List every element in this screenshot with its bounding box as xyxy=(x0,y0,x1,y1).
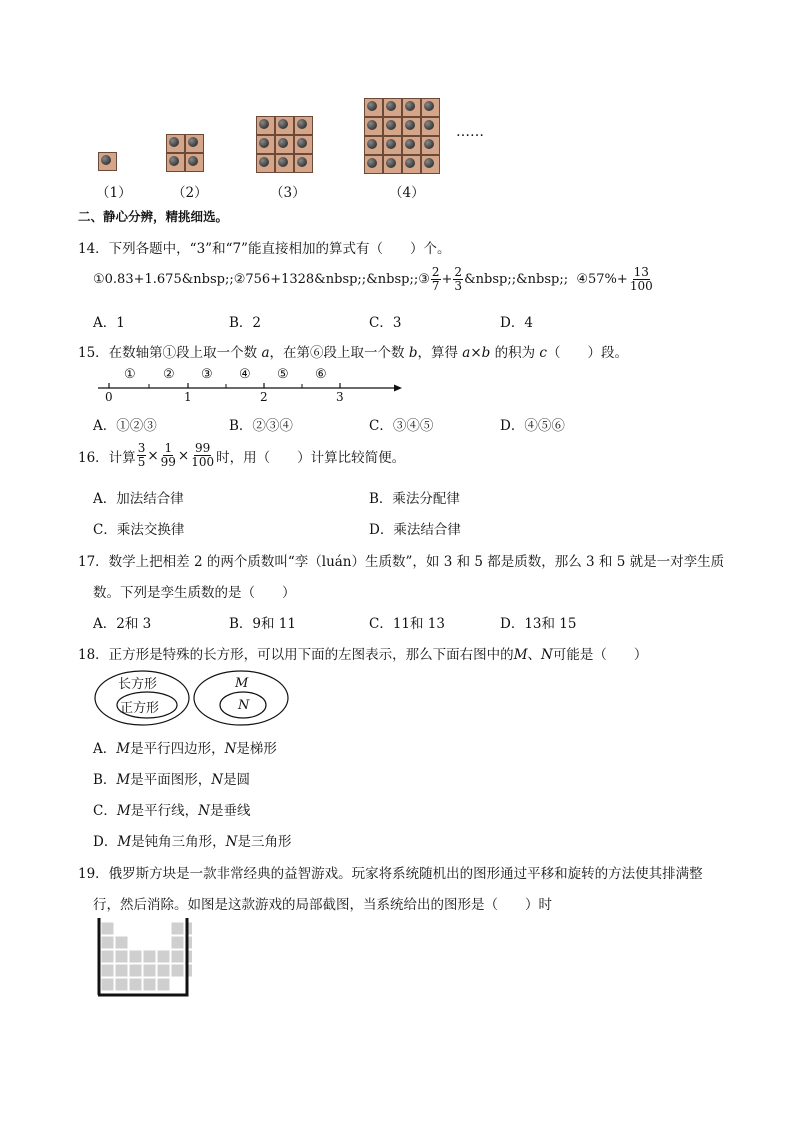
venn-outer-label: 长方形 xyxy=(118,677,158,692)
figure-1-dot-cell xyxy=(98,152,117,171)
q18-option-d: D．M是钝角三角形，N是三角形 xyxy=(93,834,292,850)
figure-3-dot-cell xyxy=(256,135,275,154)
tetris-block xyxy=(101,922,114,935)
q17-option-b: B．9和 11 xyxy=(229,616,296,632)
figure-3-dot-cell xyxy=(294,116,313,135)
figure-4-dot-cell xyxy=(421,155,440,174)
q18-option-a: A．M是平行四边形，N是梯形 xyxy=(93,741,277,757)
figure-label-4: （4） xyxy=(389,185,425,201)
tetris-block xyxy=(101,964,114,977)
figure-4-dot-cell xyxy=(364,98,383,117)
tick-label-2: 2 xyxy=(260,390,268,404)
tetris-block xyxy=(129,978,142,991)
tetris-block xyxy=(129,950,142,963)
q18-stem: 18．正方形是特殊的长方形，可以用下面的左图表示，那么下面右图中的M、N可能是（ ） xyxy=(78,647,648,663)
q14-option-a: A．1 xyxy=(93,315,125,331)
segment-4: ④ xyxy=(239,367,251,382)
figure-ellipsis: …… xyxy=(456,124,484,140)
figure-2-dot-cell xyxy=(185,134,204,153)
venn-n-label: N xyxy=(238,698,250,713)
q14-expr-a: ①0.83+1.675&nbsp;;②756+1328&nbsp;;&nbsp;;③ xyxy=(93,272,430,287)
q14-stem: 14．下列各题中，“3”和“7”能直接相加的算式有（ ）个。 xyxy=(78,241,451,257)
figure-4-dot-cell xyxy=(402,155,421,174)
tetris-block xyxy=(171,936,184,949)
segment-1: ① xyxy=(124,367,136,382)
figure-3-dot-cell xyxy=(256,154,275,173)
figure-4-dot-cell xyxy=(402,98,421,117)
tetris-block xyxy=(157,964,170,977)
q17-option-c: C．11和 13 xyxy=(369,616,445,632)
figure-label-1: （1） xyxy=(96,185,132,201)
tetris-block xyxy=(115,950,128,963)
q17-option-a: A．2和 3 xyxy=(93,616,152,632)
q15-stem: 15．在数轴第①段上取一个数 a，在第⑥段上取一个数 b，算得 a×b 的积为 c（ ）段。 xyxy=(78,345,628,361)
q17-line-2: 数。下列是孪生质数的是（ ） xyxy=(93,585,296,601)
segment-5: ⑤ xyxy=(277,367,289,382)
segment-6: ⑥ xyxy=(315,367,327,382)
q15-option-d: D．④⑤⑥ xyxy=(500,418,565,434)
figure-label-3: （3） xyxy=(270,185,306,201)
figure-4-dot-cell xyxy=(402,136,421,155)
tetris-block xyxy=(115,936,128,949)
q15-option-c: C．③④⑤ xyxy=(369,418,434,434)
q15-option-a: A．①②③ xyxy=(93,418,157,434)
figure-2-dot-cell xyxy=(166,134,185,153)
figure-3-dot-cell xyxy=(275,135,294,154)
tetris-block xyxy=(157,978,170,991)
tick-label-0: 0 xyxy=(105,390,113,404)
q16-option-c: C．乘法交换律 xyxy=(93,522,185,538)
q19-line-1: 19．俄罗斯方块是一款非常经典的益智游戏。玩家将系统随机出的图形通过平移和旋转的方法使其排满整 xyxy=(78,866,703,882)
figure-4-dot-cell xyxy=(421,117,440,136)
segment-2: ② xyxy=(163,367,175,382)
figure-4-dot-cell xyxy=(402,117,421,136)
q16-option-b: B．乘法分配律 xyxy=(369,491,460,507)
tetris-board xyxy=(96,918,192,998)
q16-frac-99-100: $\frac{99}{100}$ xyxy=(191,441,215,469)
q16-frac-3-5: $\frac{3}{5}$ xyxy=(137,441,146,469)
q16-option-d: D．乘法结合律 xyxy=(369,522,461,538)
figure-2-dot-cell xyxy=(185,153,204,172)
tick-label-1: 1 xyxy=(184,390,192,404)
figure-label-2: （2） xyxy=(172,185,208,201)
figure-4-dot-cell xyxy=(364,155,383,174)
segment-3: ③ xyxy=(201,367,213,382)
figure-4-dot-cell xyxy=(383,136,402,155)
q14-plus: + xyxy=(441,272,453,287)
figure-4-dot-cell xyxy=(383,155,402,174)
q14-option-b: B．2 xyxy=(229,315,262,331)
figure-3-dot-cell xyxy=(275,116,294,135)
q17-line-1: 17．数学上把相差 2 的两个质数叫“孪（luán）生质数”，如 3 和 5 都是质数，那么 3 和 5 就是一对孪生质 xyxy=(78,554,725,570)
tetris-block xyxy=(101,978,114,991)
q14-frac-13-100: $\frac{13}{100}$ xyxy=(629,265,653,293)
tetris-block xyxy=(115,978,128,991)
tetris-block xyxy=(171,922,184,935)
q18-option-c: C．M是平行线，N是垂线 xyxy=(93,803,251,819)
tetris-block xyxy=(157,950,170,963)
q18-option-b: B．M是平面图形，N是圆 xyxy=(93,772,251,788)
figure-2-dot-cell xyxy=(166,153,185,172)
q14-option-c: C．3 xyxy=(369,315,402,331)
tetris-block xyxy=(101,936,114,949)
section-heading: 二、静心分辨，精挑细选。 xyxy=(78,209,229,224)
figure-4-dot-cell xyxy=(383,98,402,117)
figure-4-dot-cell xyxy=(421,98,440,117)
figure-3-dot-cell xyxy=(294,154,313,173)
q17-option-d: D．13和 15 xyxy=(500,616,577,632)
tetris-block xyxy=(115,964,128,977)
q14-frac-2-7: $\frac{2}{7}$ xyxy=(431,265,440,293)
figure-3-dot-cell xyxy=(256,116,275,135)
q16-stem: 16．计算 $\frac{3}{5}$ × $\frac{1}{99}$ × $\frac{99}{100}$ 时，用（ ）计算比较简便。 xyxy=(78,441,406,469)
q16-frac-1-99: $\frac{1}{99}$ xyxy=(160,441,176,469)
q14-expr-b: &nbsp;;&nbsp;; ④57%+ xyxy=(464,272,628,287)
tetris-block xyxy=(129,964,142,977)
tetris-block xyxy=(143,978,156,991)
figure-4-dot-cell xyxy=(364,117,383,136)
q16-option-a: A．加法结合律 xyxy=(93,491,184,507)
tick-label-3: 3 xyxy=(336,390,344,404)
q15-option-b: B．②③④ xyxy=(229,418,293,434)
q19-line-2: 行，然后消除。如图是这款游戏的局部截图，当系统给出的图形是（ ）时 xyxy=(93,897,552,913)
tetris-block xyxy=(143,950,156,963)
tetris-block xyxy=(171,964,184,977)
figure-3-dot-cell xyxy=(275,154,294,173)
tetris-block xyxy=(101,950,114,963)
venn-m-label: M xyxy=(235,676,249,691)
tetris-block xyxy=(171,950,184,963)
tetris-block xyxy=(143,964,156,977)
figure-4-dot-cell xyxy=(383,117,402,136)
figure-3-dot-cell xyxy=(294,135,313,154)
figure-4-dot-cell xyxy=(421,136,440,155)
figure-4-dot-cell xyxy=(364,136,383,155)
venn-inner-label: 正方形 xyxy=(120,701,160,716)
q14-option-d: D．4 xyxy=(500,315,533,331)
q14-expressions xyxy=(93,266,655,293)
q14-frac-2-3: $\frac{2}{3}$ xyxy=(454,265,463,293)
